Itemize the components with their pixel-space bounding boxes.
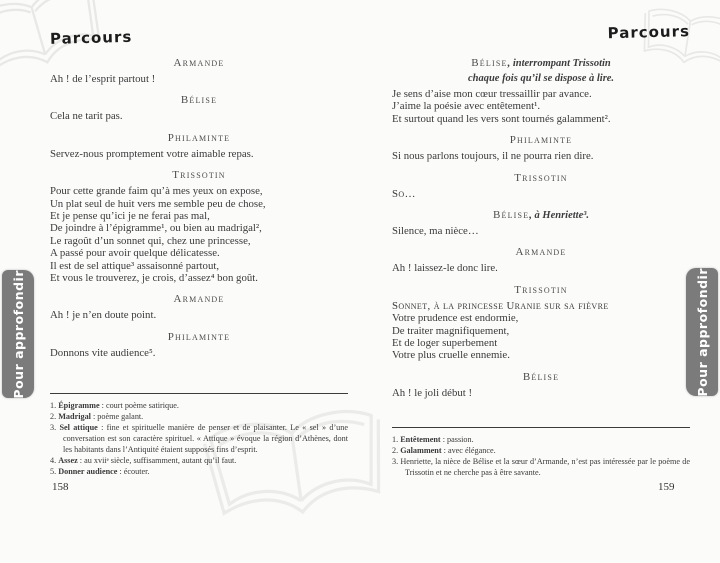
footnote-number: 1. [50, 401, 59, 410]
verse-line: Ah ! le joli début ! [392, 386, 473, 399]
footnote-number: 4. [50, 456, 59, 465]
footnote-item [392, 434, 690, 445]
speaker-name: Philaminte [509, 134, 573, 147]
speaker-name: Armande [515, 246, 567, 259]
verse-line: Silence, ma nièce… [392, 225, 479, 238]
footnote-item [50, 400, 348, 411]
verse-line: Il est de sel attique³ assaisonné partout, [50, 259, 220, 272]
footnote-number: 2. [50, 412, 59, 421]
speaker-heading [392, 58, 690, 69]
speaker-heading [392, 372, 690, 383]
footnote-text: Henriette, la nièce de Bélise et la sœur d’Armande, n’est pas intéressée par le poème de Trissotin et ne cherche pas à être savante. [400, 457, 691, 477]
verse-line: De traiter magnifiquement, [392, 324, 510, 337]
footnote-text: : avec élégance. [441, 446, 496, 455]
speaker-heading [50, 95, 348, 106]
speaker-name: Bélise [492, 209, 530, 222]
speaker-heading [50, 170, 348, 181]
verse-line: Et surtout quand les vers sont tournés galamment². [392, 112, 611, 125]
verse-line: A passé pour avoir quelque délicatesse. [50, 247, 220, 260]
speaker-heading [392, 210, 690, 221]
footnote-number: 3. [392, 457, 401, 466]
footnote-number: 5. [50, 467, 59, 476]
footnote-term: Galamment [400, 446, 442, 455]
footnotes-left [50, 393, 348, 477]
verse-line: Votre plus cruelle ennemie. [392, 349, 510, 362]
footnote-text: : écouter. [117, 467, 150, 476]
speaker-heading [392, 135, 690, 146]
verse-line: J’aime la poésie avec entêtement¹. [392, 100, 541, 113]
footnote-number: 2. [392, 446, 401, 455]
footnote-list-right [392, 434, 690, 478]
footnote-term: Assez [58, 456, 78, 465]
speaker-heading [392, 173, 690, 184]
speaker-heading [392, 247, 690, 258]
verse-line: Ah ! de l’esprit partout ! [50, 73, 156, 85]
footnote-item [50, 422, 348, 455]
verse-line: Ah ! je n’en doute point. [50, 309, 157, 322]
section-header-left: Parcours [49, 27, 133, 48]
footnote-item [50, 455, 348, 466]
footnote-item [392, 456, 690, 478]
page-number-left: 158 [52, 481, 69, 493]
page-number-right: 159 [658, 481, 675, 493]
footnotes-right [392, 427, 690, 478]
footnote-item [50, 466, 348, 477]
verse-line: Donnons vite audience⁵. [50, 346, 156, 359]
verse-line: Si nous parlons toujours, il ne pourra rien dire. [392, 150, 594, 163]
page-left [50, 26, 348, 359]
speaker-name: Bélise [471, 57, 508, 69]
footnote-term: Épigramme [58, 401, 100, 410]
speaker-heading [392, 285, 690, 296]
speaker-name: Trissotin [172, 169, 226, 182]
speaker-name: Bélise [180, 94, 218, 107]
stage-direction: chaque fois qu’il se dispose à lire. [467, 73, 615, 84]
footnote-term: Entêtement [400, 435, 441, 444]
dialogue-right [392, 58, 690, 399]
footnote-term: Sel attique [59, 423, 98, 432]
speaker-heading [50, 133, 348, 144]
footnote-item [392, 445, 690, 456]
verse-line: Un plat seul de huit vers me semble peu de chose, [50, 197, 266, 210]
footnote-text: : au xviiᵉ siècle, suffisamment, autant qu’il faut. [77, 456, 237, 465]
dialogue-left [50, 58, 348, 359]
speaker-name: Bélise [522, 370, 560, 383]
tab-pour-approfondir-right [686, 268, 718, 396]
speaker-name: Trissotin [514, 283, 568, 296]
verse-line: Votre prudence est endormie, [392, 312, 519, 325]
speaker-name: Trissotin [514, 171, 568, 184]
verse-line: Pour cette grande faim qu’à mes yeux on expose, [50, 185, 263, 198]
footnote-text: : passion. [440, 435, 474, 444]
footnote-number: 3. [50, 423, 60, 432]
verse-line: Servez-nous promptement votre aimable repas. [50, 147, 254, 160]
speaker-name: Armande [173, 57, 225, 69]
verse-line: Cela ne tarit pas. [50, 110, 123, 123]
tab-label: Pour approfondir [694, 267, 710, 397]
speaker-name: Philaminte [167, 330, 231, 343]
verse-line: Et je pense qu’ici je ne ferai pas mal, [50, 210, 210, 223]
verse-line: Le ragoût d’un sonnet qui, chez une princesse, [50, 234, 251, 247]
speaker-heading [50, 58, 348, 69]
page-right [392, 22, 691, 399]
speaker-name: Philaminte [167, 131, 231, 144]
speaker-heading [50, 294, 348, 305]
tab-pour-approfondir-left [2, 270, 34, 398]
verse-line: Et de loger superbement [392, 337, 498, 350]
stage-direction: , à Henriette³. [529, 210, 590, 222]
footnote-divider [392, 427, 690, 428]
footnote-text: : court poème satirique. [99, 401, 179, 410]
footnote-divider [50, 393, 348, 394]
section-header-right: Parcours [607, 22, 691, 43]
footnote-item [50, 411, 348, 422]
verse-line-smallcaps: Sonnet, à la princesse Uranie sur sa fièvre [392, 299, 609, 312]
verse-line: Ah ! laissez-le donc lire. [392, 262, 498, 275]
verse-line: Et vous le trouverez, je crois, d’assez⁴ bon goût. [50, 272, 258, 285]
footnote-text: : poème galant. [90, 412, 144, 421]
footnote-text: : fine et spirituelle manière de penser et de plaisanter. Le « sel » d’une conversation est son caractère spirituel. « Attique » évoque la région d’Athènes, dont les habitants dans l’Antiquité étaient supposés fins d’esprit. [63, 423, 349, 454]
footnote-term: Madrigal [58, 412, 91, 421]
verse-line: Je sens d’aise mon cœur tressaillir par avance. [392, 88, 592, 100]
speaker-name: Armande [173, 293, 225, 306]
verse-line-smallcaps: So… [392, 187, 416, 200]
speaker-heading [50, 332, 348, 343]
tab-label: Pour approfondir [10, 269, 26, 399]
stage-direction: , interrompant Trissotin [507, 58, 611, 69]
verse-line: De joindre à l’épigramme¹, ou bien au madrigal², [50, 222, 262, 235]
footnote-number: 1. [392, 435, 401, 444]
footnote-term: Donner audience [58, 467, 118, 476]
footnote-list-left [50, 400, 348, 477]
